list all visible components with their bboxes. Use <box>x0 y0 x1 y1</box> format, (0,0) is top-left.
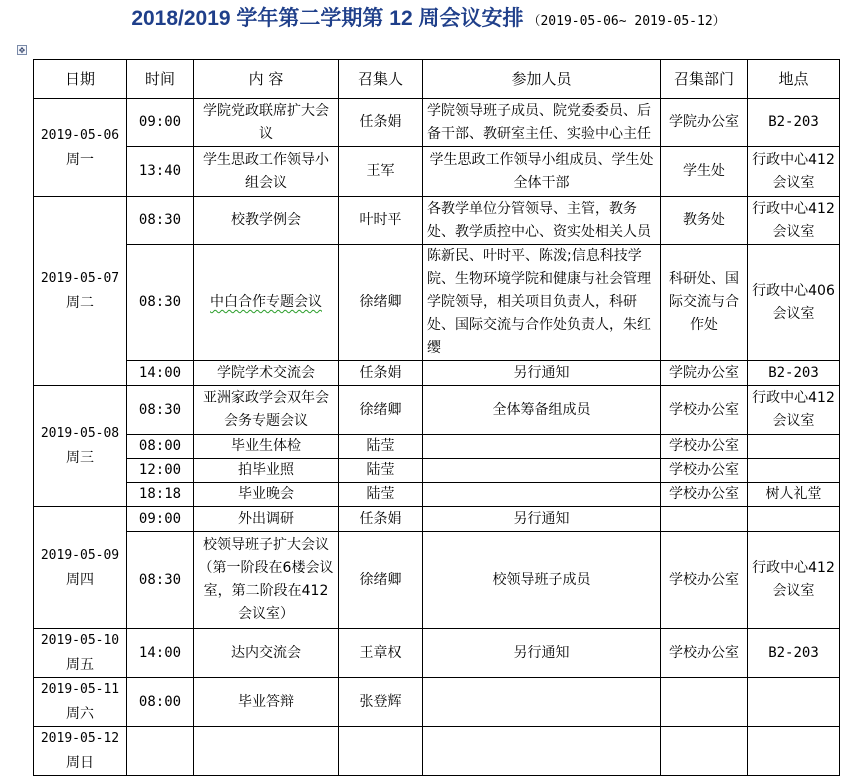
table-row <box>34 435 840 459</box>
dept-cell: 学校办公室 <box>661 532 748 629</box>
convener-cell: 叶时平 <box>339 197 423 245</box>
convener-cell: 任条娟 <box>339 361 423 386</box>
time-cell <box>127 727 194 776</box>
table-row <box>34 361 840 386</box>
date-cell <box>34 629 127 678</box>
time-cell: 18:18 <box>127 483 194 507</box>
table-row <box>34 99 840 147</box>
date-text: 2019-05-09 <box>40 547 120 563</box>
dept-cell: 教务处 <box>661 197 748 245</box>
dept-cell: 学生处 <box>661 147 748 197</box>
table-row <box>34 507 840 532</box>
participants-cell: 校领导班子成员 <box>423 532 661 629</box>
content-cell: 学院学术交流会 <box>194 361 339 386</box>
time-cell: 13:40 <box>127 147 194 197</box>
time-cell: 08:00 <box>127 678 194 727</box>
participants-cell <box>423 727 661 776</box>
content-cell: 学生思政工作领导小组会议 <box>194 147 339 197</box>
location-cell: 行政中心406会议室 <box>748 245 840 361</box>
header-convener: 召集人 <box>339 60 423 99</box>
table-row <box>34 386 840 435</box>
date-text: 2019-05-08 <box>40 426 120 441</box>
convener-cell: 陆莹 <box>339 435 423 459</box>
dept-cell <box>661 727 748 776</box>
date-cell <box>34 507 127 629</box>
content-cell: 外出调研 <box>194 507 339 532</box>
content-cell: 拍毕业照 <box>194 459 339 483</box>
dept-cell: 科研处、国际交流与合作处 <box>661 245 748 361</box>
title-date-range: （2019-05-06~ 2019-05-12） <box>527 14 726 29</box>
date-cell <box>34 678 127 727</box>
participants-cell: 各教学单位分管领导、主管，教务处、教学质控中心、资实处相关人员 <box>423 197 661 245</box>
header-date: 日期 <box>34 60 127 99</box>
participants-cell <box>423 483 661 507</box>
convener-cell: 徐绪卿 <box>339 532 423 629</box>
participants-cell <box>423 459 661 483</box>
time-cell: 09:00 <box>127 507 194 532</box>
convener-cell: 任条娟 <box>339 99 423 147</box>
participants-cell: 学生思政工作领导小组成员、学生处全体干部 <box>423 147 661 197</box>
dept-cell <box>661 678 748 727</box>
content-cell: 校领导班子扩大会议（第一阶段在6楼会议室，第二阶段在412会议室） <box>194 532 339 629</box>
date-text: 2019-05-07 <box>40 271 120 286</box>
table-row <box>34 459 840 483</box>
header-participants: 参加人员 <box>423 60 661 99</box>
convener-cell: 陆莹 <box>339 483 423 507</box>
header-dept: 召集部门 <box>661 60 748 99</box>
content-cell: 学院党政联席扩大会议 <box>194 99 339 147</box>
date-text: 2019-05-10 <box>40 633 120 648</box>
location-cell: 行政中心412会议室 <box>748 532 840 629</box>
dept-cell: 学校办公室 <box>661 629 748 678</box>
participants-cell: 另行通知 <box>423 629 661 678</box>
date-cell <box>34 386 127 507</box>
content-cell: 毕业生体检 <box>194 435 339 459</box>
time-cell: 08:30 <box>127 197 194 245</box>
convener-cell: 陆莹 <box>339 459 423 483</box>
dept-cell: 学院办公室 <box>661 361 748 386</box>
participants-cell: 全体筹备组成员 <box>423 386 661 435</box>
location-cell: B2-203 <box>748 361 840 386</box>
weekday-text: 周日 <box>66 755 94 771</box>
convener-cell: 徐绪卿 <box>339 386 423 435</box>
table-move-handle-icon[interactable]: ✥ <box>18 46 26 55</box>
weekday-text: 周一 <box>66 151 94 168</box>
convener-cell <box>339 727 423 776</box>
time-cell: 08:30 <box>127 532 194 629</box>
date-cell <box>34 99 127 197</box>
location-cell <box>748 507 840 532</box>
convener-cell: 王军 <box>339 147 423 197</box>
content-cell <box>194 727 339 776</box>
convener-cell: 张登辉 <box>339 678 423 727</box>
convener-cell: 任条娟 <box>339 507 423 532</box>
location-cell: 树人礼堂 <box>748 483 840 507</box>
location-cell <box>748 459 840 483</box>
header-row <box>34 60 840 99</box>
participants-cell: 另行通知 <box>423 361 661 386</box>
table-row <box>34 197 840 245</box>
location-cell: B2-203 <box>748 99 840 147</box>
content-cell: 达内交流会 <box>194 629 339 678</box>
date-text: 2019-05-12 <box>40 731 120 746</box>
content-cell: 毕业晚会 <box>194 483 339 507</box>
location-cell <box>748 678 840 727</box>
title-main: 2018/2019 学年第二学期第 12 周会议安排 <box>131 7 524 30</box>
time-cell: 12:00 <box>127 459 194 483</box>
weekday-text: 周三 <box>66 450 94 466</box>
content-cell: 校教学例会 <box>194 197 339 245</box>
location-cell <box>748 727 840 776</box>
date-cell <box>34 727 127 776</box>
convener-cell: 徐绪卿 <box>339 245 423 361</box>
time-cell: 14:00 <box>127 361 194 386</box>
table-row <box>34 532 840 629</box>
dept-cell: 学校办公室 <box>661 483 748 507</box>
header-time: 时间 <box>127 60 194 99</box>
header-content: 内 容 <box>194 60 339 99</box>
weekday-text: 周五 <box>66 657 94 673</box>
content-text: 中白合作专题会议 <box>210 294 322 310</box>
table-row <box>34 483 840 507</box>
table-row <box>34 147 840 197</box>
table-row <box>34 629 840 678</box>
weekday-text: 周四 <box>66 571 94 588</box>
dept-cell: 学校办公室 <box>661 386 748 435</box>
location-cell <box>748 435 840 459</box>
time-cell: 09:00 <box>127 99 194 147</box>
content-cell <box>194 245 339 361</box>
content-cell: 毕业答辩 <box>194 678 339 727</box>
table-row <box>34 727 840 776</box>
dept-cell: 学校办公室 <box>661 435 748 459</box>
dept-cell: 学校办公室 <box>661 459 748 483</box>
convener-cell: 王章权 <box>339 629 423 678</box>
dept-cell <box>661 507 748 532</box>
participants-cell <box>423 435 661 459</box>
dept-cell: 学院办公室 <box>661 99 748 147</box>
participants-cell: 另行通知 <box>423 507 661 532</box>
participants-cell: 陈新民、叶时平、陈泼;信息科技学院、生物环境学院和健康与社会管理学院领导，相关项目负责人，科研处、国际交流与合作处负责人，朱红缨 <box>423 245 661 361</box>
participants-cell <box>423 678 661 727</box>
participants-cell: 学院领导班子成员、院党委委员、后备干部、教研室主任、实验中心主任 <box>423 99 661 147</box>
weekday-text: 周二 <box>66 295 94 311</box>
schedule-table <box>33 59 840 776</box>
table-row <box>34 245 840 361</box>
time-cell: 08:30 <box>127 386 194 435</box>
table-row <box>34 678 840 727</box>
location-cell: 行政中心412会议室 <box>748 197 840 245</box>
header-location: 地点 <box>748 60 840 99</box>
time-cell: 08:30 <box>127 245 194 361</box>
date-cell <box>34 197 127 386</box>
location-cell: 行政中心412会议室 <box>748 147 840 197</box>
date-text: 2019-05-06 <box>40 127 120 143</box>
page-title <box>0 2 857 32</box>
location-cell: B2-203 <box>748 629 840 678</box>
weekday-text: 周六 <box>66 706 94 722</box>
date-text: 2019-05-11 <box>40 682 120 697</box>
time-cell: 08:00 <box>127 435 194 459</box>
content-cell: 亚洲家政学会双年会会务专题会议 <box>194 386 339 435</box>
time-cell: 14:00 <box>127 629 194 678</box>
location-cell: 行政中心412会议室 <box>748 386 840 435</box>
